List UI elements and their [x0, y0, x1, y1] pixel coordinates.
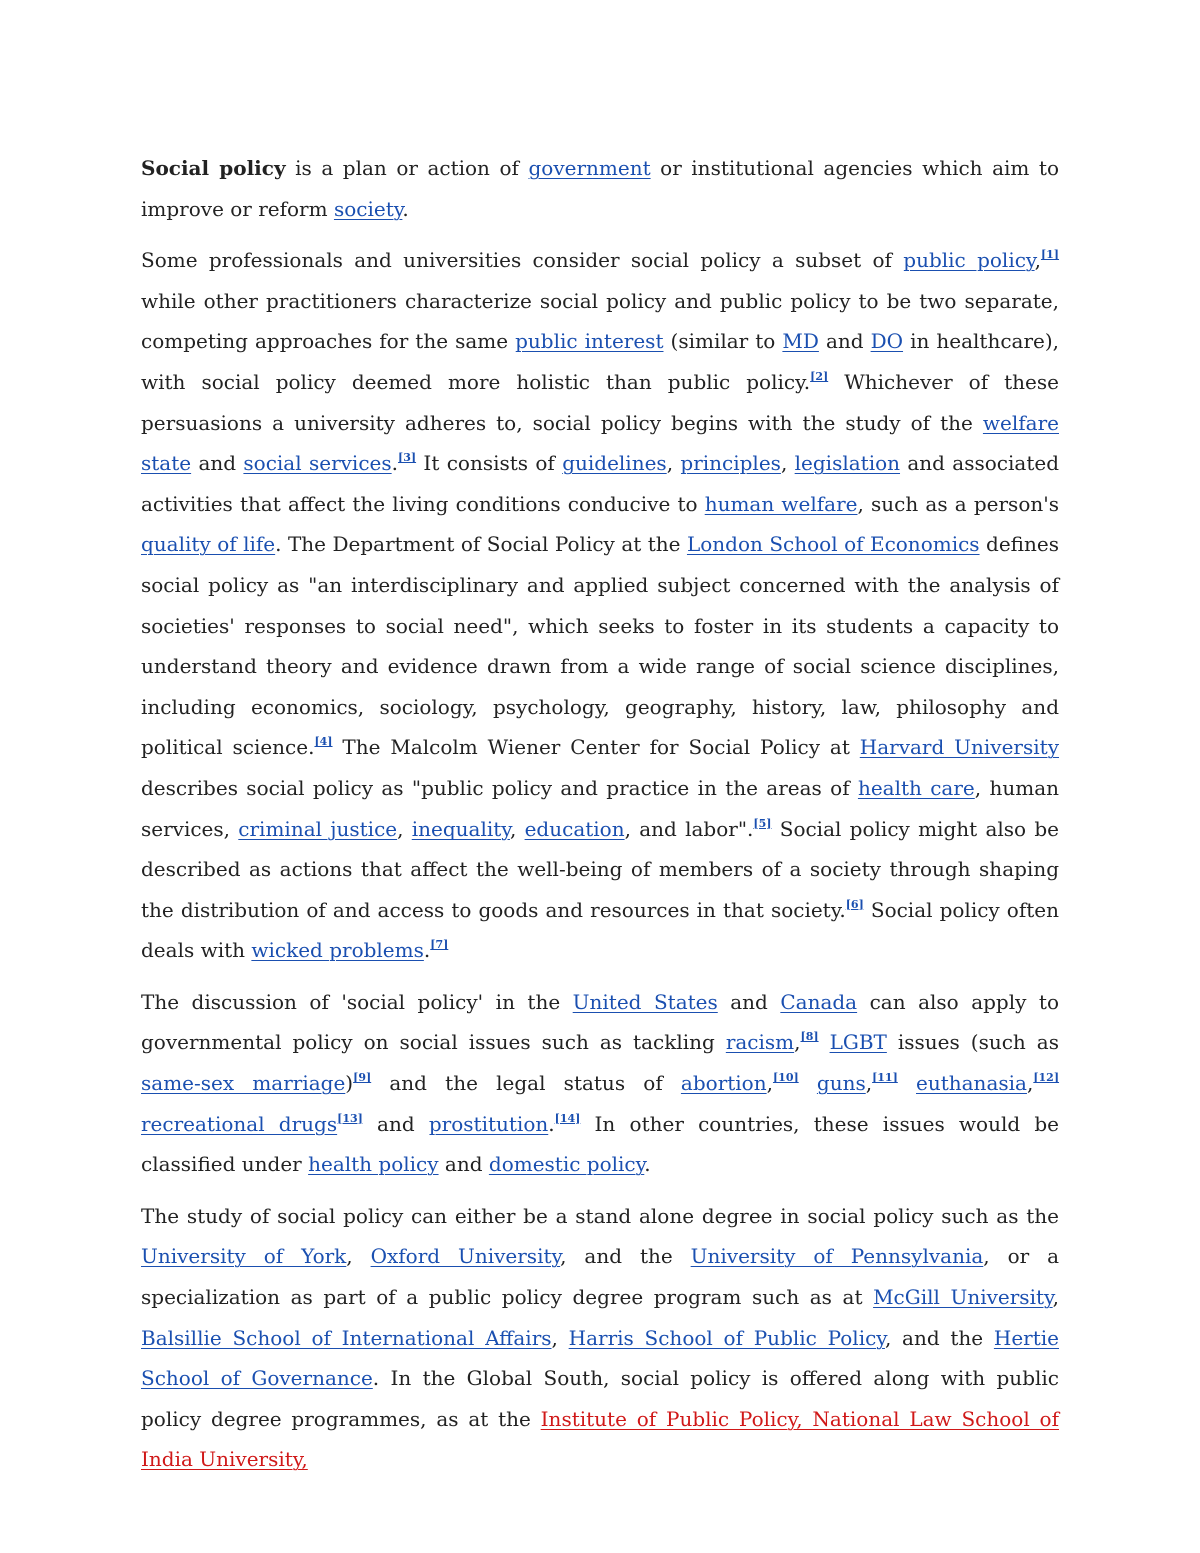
citation-link-4[interactable]: [4]	[314, 735, 333, 749]
text-run: .	[548, 1111, 555, 1136]
link-canada[interactable]: Canada	[780, 989, 858, 1014]
text-run: and	[191, 451, 244, 476]
document-page	[141, 148, 1059, 1491]
text-run: is a plan or action of	[285, 156, 529, 180]
link-md[interactable]: MD	[782, 329, 819, 354]
link-public-interest[interactable]: public interest	[515, 329, 664, 354]
text-run: ,	[346, 1244, 371, 1269]
link-legislation[interactable]: legislation	[794, 451, 901, 476]
citation-9	[353, 1071, 371, 1084]
citation-10	[773, 1071, 799, 1084]
citation-3	[398, 451, 416, 464]
citation-1	[1041, 248, 1059, 261]
link-national-law-school-of-india[interactable]: Institute of Public Policy, National Law School of India University,	[141, 1406, 1059, 1472]
text-run: ,	[766, 1071, 773, 1096]
link-lgbt[interactable]: LGBT	[829, 1030, 887, 1055]
link-university-of-pennsylvania[interactable]: University of Pennsylvania	[690, 1244, 984, 1269]
text-run: , and the	[560, 1244, 691, 1269]
text-run: Social policy often deals with	[141, 897, 1059, 963]
text-run: issues (such as	[886, 1030, 1059, 1055]
text-run: . In the Global South, social policy is offered along with public policy degree programmes, as at the	[141, 1366, 1059, 1431]
citation-link-6[interactable]: [6]	[845, 897, 864, 911]
link-do[interactable]: DO	[870, 329, 904, 354]
link-abortion[interactable]: abortion	[680, 1071, 767, 1096]
text-run: ,	[509, 816, 525, 841]
text-run: In other countries, these issues would be classified under	[141, 1111, 1060, 1177]
link-balsillie-school[interactable]: Balsillie School of International Affairs	[141, 1325, 552, 1350]
link-public-policy[interactable]: public policy	[903, 248, 1035, 273]
text-run: and the legal status of	[371, 1071, 681, 1096]
citation-6	[846, 898, 864, 911]
text-run: and	[717, 989, 781, 1014]
text-run: ,	[1052, 1285, 1060, 1310]
text-run: ,	[397, 816, 412, 841]
text-run: ,	[666, 451, 681, 476]
link-hertie-school[interactable]: Hertie School of Governance	[141, 1325, 1059, 1391]
text-run: .	[423, 938, 431, 963]
text-run: ,	[780, 451, 795, 476]
link-government[interactable]: government	[528, 156, 651, 180]
link-harvard-university[interactable]: Harvard University	[859, 735, 1059, 760]
text-run	[819, 1030, 830, 1054]
citation-14	[555, 1112, 581, 1125]
citation-8	[800, 1030, 818, 1043]
text-run: It consists of	[416, 451, 563, 476]
citation-12	[1033, 1071, 1059, 1084]
text-run: can also apply to governmental policy on social issues such as tackling	[141, 989, 1059, 1055]
text-run: , and the	[884, 1325, 994, 1350]
link-criminal-justice[interactable]: criminal justice	[238, 816, 398, 841]
paragraph-intro	[141, 148, 1059, 229]
text-run: The discussion of 'social policy' in the	[141, 989, 573, 1014]
link-inequality[interactable]: inequality	[411, 816, 510, 841]
citation-link-13[interactable]: [13]	[337, 1111, 363, 1125]
citation-link-5[interactable]: [5]	[753, 816, 772, 830]
text-run: , and labor".	[624, 816, 754, 841]
text-run: , such as a person's	[857, 491, 1059, 516]
text-run: Whichever of these persuasions a university adheres to, social policy begins with the study of the	[141, 369, 1059, 435]
text-run: ,	[1026, 1071, 1034, 1096]
link-welfare-state[interactable]: welfare state	[141, 410, 1059, 476]
link-harris-school[interactable]: Harris School of Public Policy	[568, 1325, 885, 1350]
link-quality-of-life[interactable]: quality of life	[141, 532, 276, 557]
text-run: , or a specialization as part of a public policy degree program such as at	[141, 1244, 1060, 1310]
text-run: .	[391, 451, 398, 476]
citation-link-10[interactable]: [10]	[772, 1071, 799, 1085]
citation-link-2[interactable]: [2]	[810, 369, 829, 383]
link-university-of-york[interactable]: University of York	[141, 1244, 347, 1269]
text-run: and	[818, 329, 871, 354]
citation-2	[810, 370, 828, 383]
link-society[interactable]: society	[333, 196, 403, 221]
citation-13	[337, 1112, 363, 1125]
citation-11	[872, 1071, 898, 1084]
link-principles[interactable]: principles	[680, 451, 781, 476]
text-run: .	[402, 196, 409, 221]
text-run	[898, 1071, 916, 1095]
paragraph-study	[141, 1196, 1059, 1480]
text-run: Social policy might also be described as actions that affect the well-being of members of a society through shaping the distribution of and access to goods and resources in that society.	[141, 816, 1059, 922]
citation-link-7[interactable]: [7]	[430, 938, 449, 952]
link-wicked-problems[interactable]: wicked problems	[251, 938, 424, 963]
text-run: defines social policy as "an interdisciplinary and applied subject concerned with the analysis of societies' responses to social need", which seeks to foster in its students a capacity to understand theory and evidence drawn from a wide range of social science disciplines, including economics, sociology, psychology, geography, history, law, philosophy and political science.	[141, 532, 1059, 760]
paragraph-definition	[141, 240, 1059, 971]
link-united-states[interactable]: United States	[572, 989, 718, 1014]
text-run: )	[345, 1071, 354, 1096]
citation-7	[430, 938, 448, 951]
link-domestic-policy[interactable]: domestic policy	[488, 1152, 645, 1177]
text-run: The study of social policy can either be a stand alone degree in social policy such as the	[141, 1203, 1059, 1228]
text-run: ,	[1034, 248, 1041, 273]
text-run: while other practitioners characterize social policy and public policy to be two separate, competing approaches for the same	[141, 288, 1059, 354]
text-run: ,	[551, 1325, 569, 1350]
text-run: and	[362, 1111, 429, 1136]
text-run: ,	[794, 1030, 801, 1055]
link-prostitution[interactable]: prostitution	[428, 1111, 549, 1136]
citation-link-12[interactable]: [12]	[1033, 1071, 1060, 1085]
link-guns[interactable]: guns	[816, 1071, 866, 1096]
text-run: in healthcare), with social policy deemed more holistic than public policy.	[141, 329, 1060, 394]
text-run: . The Department of Social Policy at the	[275, 532, 687, 557]
link-human-welfare[interactable]: human welfare	[704, 491, 858, 516]
link-education[interactable]: education	[524, 816, 625, 841]
bold-term: Social policy	[141, 156, 286, 180]
text-run: describes social policy as "public policy and practice in the areas of	[141, 775, 858, 800]
link-euthanasia[interactable]: euthanasia	[916, 1071, 1027, 1096]
text-run: and	[438, 1152, 489, 1177]
text-run: or institutional agencies which aim to improve or reform	[141, 156, 1059, 221]
text-run: .	[644, 1152, 651, 1177]
text-run: ,	[865, 1071, 873, 1096]
link-racism[interactable]: racism	[725, 1030, 795, 1055]
citation-link-1[interactable]: [1]	[1040, 248, 1060, 262]
citation-link-11[interactable]: [11]	[872, 1071, 898, 1085]
link-health-care[interactable]: health care	[857, 775, 975, 800]
citation-5	[753, 817, 771, 830]
text-run: (similar to	[663, 329, 783, 354]
link-recreational-drugs[interactable]: recreational drugs	[141, 1111, 338, 1136]
citation-link-3[interactable]: [3]	[398, 451, 417, 465]
link-same-sex-marriage[interactable]: same-sex marriage	[141, 1071, 346, 1096]
link-health-policy[interactable]: health policy	[308, 1152, 439, 1177]
link-mcgill-university[interactable]: McGill University	[873, 1285, 1053, 1310]
text-run: Some professionals and universities consider social policy a subset of	[141, 248, 904, 273]
link-social-services[interactable]: social services	[243, 451, 392, 476]
citation-link-14[interactable]: [14]	[554, 1111, 581, 1125]
citation-link-9[interactable]: [9]	[353, 1071, 372, 1085]
citation-link-8[interactable]: [8]	[800, 1030, 819, 1044]
link-oxford-university[interactable]: Oxford University	[370, 1244, 561, 1269]
text-run: and associated activities that affect the living conditions conducive to	[141, 451, 1059, 516]
paragraph-us-canada	[141, 982, 1059, 1185]
text-run	[799, 1071, 817, 1095]
text-run: , human services,	[141, 775, 1059, 841]
link-london-school-of-economics[interactable]: London School of Economics	[686, 532, 980, 557]
citation-4	[314, 735, 332, 748]
text-run: The Malcolm Wiener Center for Social Policy at	[332, 735, 860, 760]
link-guidelines[interactable]: guidelines	[562, 451, 667, 476]
